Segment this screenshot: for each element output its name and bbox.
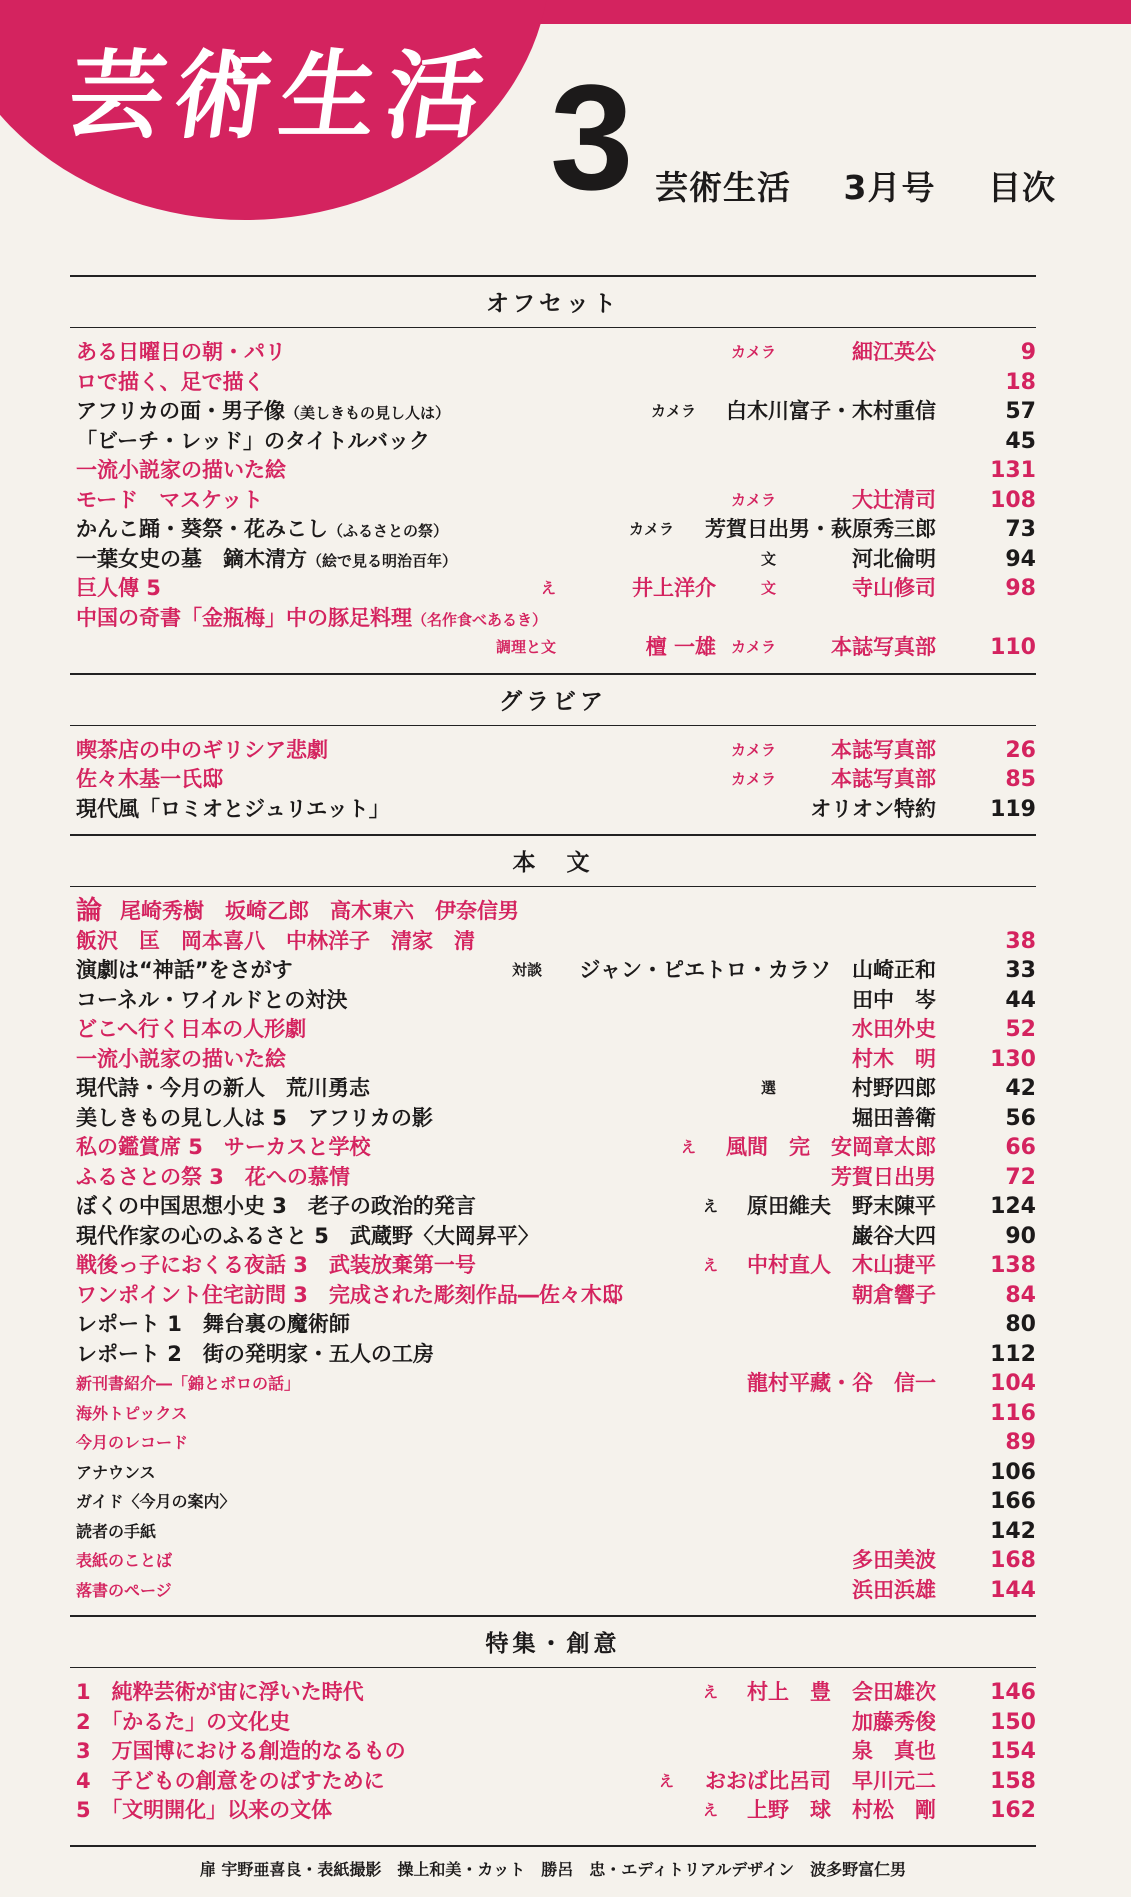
page-number: 94 — [1005, 546, 1036, 572]
ron-label: 論 — [76, 896, 103, 926]
entry-title: 一葉女史の墓 鏑木清方（絵で見る明治百年） — [76, 546, 458, 571]
section-entries — [70, 1668, 1036, 1826]
page-number: 44 — [1005, 987, 1036, 1013]
issue-number: 3 — [550, 53, 634, 221]
toc-entry[interactable] — [70, 1708, 1036, 1738]
entry-name: 井上洋介 — [632, 576, 716, 600]
section-title: 特集・創意 — [485, 1631, 621, 1657]
entry-title: 美しきもの見し人は 5 アフリカの影 — [76, 1105, 433, 1130]
entry-title: ワンポイント住宅訪問 3 完成された彫刻作品―佐々木邸 — [76, 1282, 623, 1307]
page-number: 124 — [990, 1194, 1036, 1219]
entry-role: え — [702, 1683, 718, 1701]
page-number: 73 — [1005, 517, 1036, 542]
toc-entry[interactable] — [70, 795, 1036, 825]
entry-name: 上野 球 村松 剛 — [747, 1798, 936, 1822]
toc-entry[interactable] — [70, 956, 1036, 986]
toc-entry[interactable] — [70, 1015, 1036, 1045]
toc-entry[interactable] — [70, 1281, 1036, 1311]
entry-title: 読者の手紙 — [76, 1521, 157, 1541]
toc-entry[interactable] — [70, 427, 1036, 457]
entry-title: 2 「かるた」の文化史 — [76, 1709, 291, 1734]
entry-title: ふるさとの祭 3 花への慕情 — [76, 1164, 350, 1189]
issue-month: 3月号 — [843, 168, 936, 207]
entry-name: おおば比呂司 早川元二 — [705, 1768, 936, 1793]
toc-entry[interactable] — [70, 1796, 1036, 1826]
page-number: 85 — [1005, 767, 1036, 792]
entry-name: 浜田浜雄 — [852, 1577, 936, 1602]
toc-entry[interactable] — [70, 486, 1036, 516]
entry-title: レポート 2 街の発明家・五人の工房 — [76, 1341, 434, 1366]
page-number: 72 — [1005, 1164, 1036, 1190]
entry-name: 本誌写真部 — [831, 737, 936, 762]
toc-entry[interactable] — [70, 1045, 1036, 1075]
entry-title: 海外トピックス — [76, 1403, 188, 1423]
toc-entry[interactable] — [70, 1369, 1036, 1399]
page-number: 116 — [990, 1400, 1036, 1426]
entry-title: かんこ踊・葵祭・花みこし（ふるさとの祭） — [76, 517, 449, 541]
entry-title: 尾崎秀樹 坂崎乙郎 高木東六 伊奈信男 — [120, 899, 519, 923]
toc-entry[interactable] — [70, 1163, 1036, 1193]
page-number: 154 — [990, 1739, 1036, 1764]
entry-title: アナウンス — [76, 1462, 156, 1482]
page-number: 119 — [990, 796, 1036, 822]
entry-name: 朝倉響子 — [852, 1282, 936, 1307]
magazine-logo: 芸術生活 — [61, 39, 501, 152]
page-number: 52 — [1005, 1017, 1036, 1042]
entry-name: 多田美波 — [852, 1548, 936, 1572]
toc-entry[interactable] — [70, 1546, 1036, 1576]
entry-role: 文 — [760, 579, 776, 597]
toc-entry[interactable] — [70, 1737, 1036, 1767]
toc-entry[interactable] — [70, 1310, 1036, 1340]
section-title: オフセット — [485, 291, 621, 317]
entry-role: え — [702, 1801, 718, 1819]
section-entries — [70, 328, 1036, 663]
entry-title: コーネル・ワイルドとの対決 — [76, 987, 348, 1012]
entry-title: 3 万国博における創造的なるもの — [76, 1739, 406, 1763]
toc-entry[interactable] — [70, 927, 1036, 957]
entry-name: ジャン・ピエトロ・カラソ 山崎正和 — [579, 958, 936, 982]
entry-title: 5 「文明開化」以来の文体 — [76, 1798, 333, 1822]
entry-name: 田中 岑 — [852, 987, 936, 1012]
toc-entry[interactable] — [70, 1104, 1036, 1134]
entry-role: 調理と文 — [495, 638, 556, 656]
page-number: 33 — [1005, 958, 1036, 983]
page-number: 162 — [990, 1798, 1036, 1823]
credits-footer: 扉 宇野亜喜良・表紙撮影 操上和美・カット 勝呂 忠・エディトリアルデザイン 波多野富仁男 — [70, 1845, 1036, 1880]
toc-entry[interactable] — [70, 604, 1036, 634]
toc-entry[interactable] — [70, 1517, 1036, 1547]
entry-role: え — [702, 1256, 718, 1274]
entry-name: 中村直人 木山捷平 — [747, 1253, 936, 1277]
entry-role: カメラ — [730, 490, 776, 509]
entry-name: 村野四郎 — [852, 1076, 936, 1100]
page-number: 166 — [990, 1489, 1036, 1514]
page-number: 146 — [990, 1680, 1036, 1705]
entry-title: 1 純粋芸術が宙に浮いた時代 — [76, 1680, 364, 1704]
entry-note: （絵で見る明治百年） — [307, 551, 458, 570]
page-number: 18 — [1005, 369, 1036, 395]
toc-entry[interactable] — [70, 1340, 1036, 1370]
entry-name: 風間 完 安岡章太郎 — [726, 1135, 936, 1159]
entry-title: 一流小説家の描いた絵 — [76, 1046, 286, 1071]
toc-entry[interactable] — [70, 574, 1036, 604]
entry-title: 飯沢 匡 岡本喜八 中林洋子 清家 清 — [76, 928, 475, 953]
issue-label: 目次 — [987, 168, 1056, 207]
entry-role: カメラ — [730, 740, 776, 759]
entry-title: 現代風「ロミオとジュリエット」 — [76, 796, 390, 821]
entry-name: 本誌写真部 — [831, 635, 936, 659]
section-header — [70, 1615, 1036, 1668]
toc-entry[interactable] — [70, 397, 1036, 427]
toc-entry[interactable] — [70, 1487, 1036, 1517]
entry-title: 中国の奇書「金瓶梅」中の豚足料理（名作食べあるき） — [76, 605, 548, 630]
entry-name: 本誌写真部 — [831, 767, 936, 791]
entry-name: 細江英公 — [852, 340, 936, 364]
entry-role: カメラ — [650, 402, 696, 420]
toc-entry[interactable] — [70, 1133, 1036, 1163]
page-number: 26 — [1005, 737, 1036, 763]
entry-note: （美しきもの見し人は） — [284, 404, 450, 422]
entry-role: え — [702, 1197, 718, 1215]
entry-note: （ふるさとの祭） — [328, 522, 449, 540]
page-number: 108 — [990, 487, 1036, 513]
page-number: 90 — [1005, 1223, 1036, 1249]
entry-name: オリオン特約 — [810, 796, 936, 821]
page-number: 110 — [990, 635, 1036, 660]
entry-title: モード マスケット — [76, 487, 264, 512]
issue-magazine: 芸術生活 — [655, 168, 791, 207]
toc-entry[interactable] — [70, 633, 1036, 663]
entry-name: 水田外史 — [852, 1017, 936, 1041]
entry-role: カメラ — [730, 638, 776, 656]
entry-title: レポート 1 舞台裏の魔術師 — [76, 1312, 350, 1336]
toc-entry[interactable] — [70, 515, 1036, 545]
page-number: 150 — [990, 1709, 1036, 1735]
entry-name: 芳賀日出男 — [831, 1164, 936, 1189]
entry-title: 4 子どもの創意をのばすために — [76, 1768, 385, 1793]
entry-name: 泉 真也 — [852, 1739, 936, 1763]
entry-title: ガイド〈今月の案内〉 — [76, 1492, 236, 1511]
table-of-contents — [70, 265, 1036, 1826]
section-title: グラビア — [499, 688, 607, 715]
page-number: 104 — [990, 1371, 1036, 1396]
entry-name: 芳賀日出男・萩原秀三郎 — [705, 517, 936, 541]
toc-entry[interactable] — [70, 368, 1036, 398]
entry-title: 今月のレコード — [76, 1433, 189, 1452]
page-number: 131 — [990, 458, 1036, 483]
entry-title: ロで描く、足で描く — [76, 369, 265, 394]
toc-entry[interactable] — [70, 765, 1036, 795]
toc-entry[interactable] — [70, 1074, 1036, 1104]
page-number: 138 — [990, 1253, 1036, 1278]
toc-entry[interactable] — [70, 1399, 1036, 1429]
page-number: 57 — [1005, 399, 1036, 424]
page-number: 42 — [1005, 1076, 1036, 1101]
entry-title: 一流小説家の描いた絵 — [76, 458, 286, 482]
toc-entry[interactable] — [70, 1192, 1036, 1222]
entry-name: 堀田善衛 — [852, 1105, 936, 1130]
section-entries — [70, 726, 1036, 825]
entry-role: え — [658, 1771, 674, 1790]
page-number: 98 — [1005, 576, 1036, 601]
entry-name: 原田維夫 野末陳平 — [747, 1194, 936, 1218]
entry-role: カメラ — [628, 520, 674, 538]
section-entries — [70, 887, 1036, 1605]
entry-name: 檀 一雄 — [645, 635, 716, 659]
entry-name: 龍村平藏・谷 信一 — [747, 1371, 936, 1395]
entry-role: え — [540, 579, 556, 597]
toc-entry[interactable] — [70, 1222, 1036, 1252]
entry-name: 寺山修司 — [852, 576, 936, 600]
entry-title: ぼくの中国思想小史 3 老子の政治的発言 — [76, 1194, 476, 1218]
entry-title: 現代作家の心のふるさと 5 武蔵野〈大岡昇平〉 — [76, 1223, 539, 1248]
issue-title — [655, 162, 1096, 209]
entry-note: （名作食べあるき） — [412, 610, 548, 629]
toc-entry[interactable] — [70, 736, 1036, 766]
page-number: 158 — [990, 1768, 1036, 1794]
section-header — [70, 673, 1036, 726]
entry-title: どこへ行く日本の人形劇 — [76, 1017, 307, 1041]
entry-title: 巨人傳 5 — [76, 576, 161, 600]
section-header — [70, 834, 1036, 887]
section-title: 本 文 — [512, 850, 594, 876]
toc-entry[interactable] — [70, 1678, 1036, 1708]
entry-role: 選 — [760, 1079, 776, 1097]
entry-role: カメラ — [730, 343, 776, 361]
toc-entry[interactable] — [70, 338, 1036, 368]
toc-entry[interactable] — [70, 545, 1036, 575]
page-number: 38 — [1005, 928, 1036, 954]
page-number: 142 — [990, 1518, 1036, 1544]
page-number: 89 — [1005, 1430, 1036, 1455]
page-number: 80 — [1005, 1312, 1036, 1337]
page-number: 84 — [1005, 1282, 1036, 1308]
entry-name: 河北倫明 — [852, 546, 936, 571]
page-number: 56 — [1005, 1105, 1036, 1131]
page-number: 112 — [990, 1341, 1036, 1367]
toc-entry[interactable] — [70, 986, 1036, 1016]
entry-name: 村木 明 — [852, 1046, 936, 1071]
entry-role: カメラ — [730, 770, 776, 788]
toc-entry[interactable] — [70, 456, 1036, 486]
entry-title: 新刊書紹介―「錦とボロの話」 — [76, 1374, 301, 1393]
page-number: 45 — [1005, 428, 1036, 454]
entry-title: 私の鑑賞席 5 サーカスと学校 — [76, 1135, 371, 1159]
entry-title: 「ビーチ・レッド」のタイトルバック — [76, 428, 431, 453]
entry-role: 文 — [760, 549, 776, 568]
toc-entry[interactable] — [70, 1251, 1036, 1281]
entry-title: 戦後っ子におくる夜話 3 武装放棄第一号 — [76, 1253, 476, 1277]
entry-title: 表紙のことば — [76, 1551, 173, 1570]
page-number: 106 — [990, 1459, 1036, 1485]
toc-entry[interactable] — [70, 1767, 1036, 1797]
page-number: 168 — [990, 1548, 1036, 1573]
page-number: 144 — [990, 1577, 1036, 1603]
entry-title: 落書のページ — [76, 1580, 172, 1600]
toc-entry[interactable] — [70, 1576, 1036, 1606]
section-header — [70, 275, 1036, 328]
entry-name: 加藤秀俊 — [852, 1709, 936, 1734]
entry-name: 村上 豊 会田雄次 — [747, 1680, 936, 1704]
entry-title: ある日曜日の朝・パリ — [76, 340, 286, 364]
toc-entry[interactable] — [70, 1428, 1036, 1458]
page-number: 9 — [1020, 340, 1036, 365]
entry-name: 巌谷大四 — [852, 1223, 936, 1248]
entry-title: 現代詩・今月の新人 荒川勇志 — [76, 1076, 370, 1100]
entry-title: 喫茶店の中のギリシア悲劇 — [76, 737, 328, 762]
entry-title: アフリカの面・男子像（美しきもの見し人は） — [76, 399, 450, 423]
page-number: 66 — [1005, 1135, 1036, 1160]
entry-name: 白木川富子・木村重信 — [726, 399, 936, 423]
entry-role: 対談 — [511, 961, 542, 979]
entry-role: え — [680, 1138, 696, 1156]
toc-entry[interactable] — [70, 897, 1036, 927]
entry-name: 大辻清司 — [852, 487, 936, 512]
page-number: 130 — [990, 1046, 1036, 1072]
entry-title: 佐々木基一氏邸 — [76, 767, 223, 791]
entry-title: 演劇は“神話”をさがす — [76, 958, 293, 982]
toc-entry[interactable] — [70, 1458, 1036, 1488]
